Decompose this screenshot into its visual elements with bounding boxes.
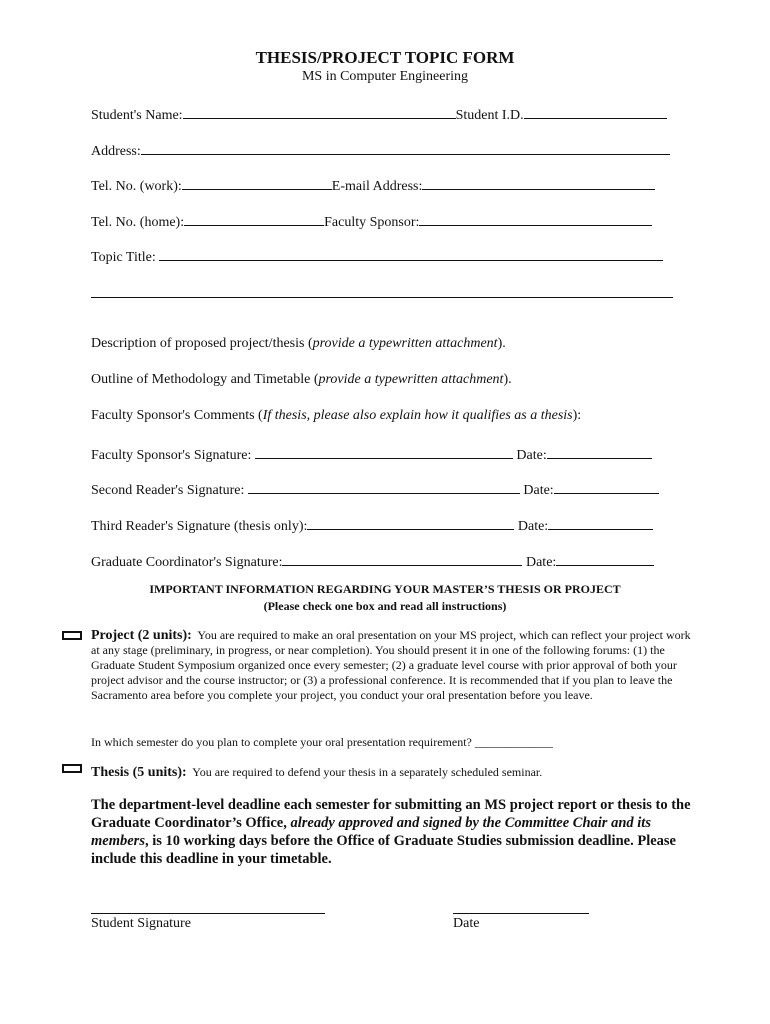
coordinator-label: Graduate Coordinator's Signature: [91, 555, 283, 570]
comments-suffix: ): [572, 408, 582, 423]
third-reader-row [91, 515, 653, 535]
third-reader-label: Third Reader's Signature (thesis only): [91, 519, 308, 534]
topic-title-field[interactable] [159, 246, 663, 261]
student-name-label: Student's Name: [91, 108, 183, 123]
important-subheading: (Please check one box and read all instructions) [263, 599, 507, 613]
student-signature-label: Student Signature [91, 916, 191, 931]
description-suffix: ). [497, 336, 506, 351]
coordinator-row [91, 551, 654, 571]
outline-line [91, 372, 512, 388]
form-subtitle: MS in Computer Engineering [301, 69, 469, 84]
comments-line [91, 408, 581, 424]
description-note: provide a typewritten attachment [312, 336, 498, 351]
outline-suffix: ). [503, 372, 512, 387]
coordinator-field[interactable] [282, 551, 522, 566]
project-checkbox[interactable] [62, 631, 82, 640]
second-reader-date-field[interactable] [554, 479, 659, 494]
project-text: You are required to make an oral presentation on your MS project, which can reflect your project work at any stage (preliminary, in progress, or near completion). You should present it in one of the following forums: (1) the Graduate Student Symposium organized once every semester; (2) a graduate level course with prior approval of both your project advisor and the course instructor; or (3) a professional conference. It is recommended that if you plan to leave the Sacramento area before you complete your project, you conduct your oral presentation before you leave. [91, 628, 691, 702]
outline-label: Outline of Methodology and Timetable ( [91, 372, 319, 387]
third-reader-date-field[interactable] [548, 515, 653, 530]
project-label: Project (2 units): [91, 628, 192, 643]
student-name-row [91, 104, 667, 124]
coordinator-date-field[interactable] [556, 551, 654, 566]
tel-home-label: Tel. No. (home): [91, 215, 185, 230]
sponsor-signature-field[interactable] [255, 444, 513, 459]
topic-title-line-2[interactable] [91, 297, 673, 298]
tel-work-field[interactable] [182, 175, 332, 190]
address-label: Address: [91, 144, 141, 159]
thesis-label: Thesis (5 units): [91, 765, 187, 780]
third-reader-date-label: Date: [517, 519, 549, 534]
student-date-label: Date [453, 916, 480, 931]
deadline-text-2: , is 10 working days before the Office of Graduate Studies submission deadline. Please include this deadline in your timetable. [91, 833, 676, 867]
second-reader-row [91, 479, 659, 499]
student-signature-line[interactable] [91, 913, 325, 914]
description-line [91, 336, 506, 352]
tel-work-row [91, 175, 655, 195]
deadline-notice [91, 796, 691, 868]
deadline-text-italic: already approved and signed by the Committee Chair and its members [91, 815, 651, 849]
faculty-sponsor-field[interactable] [419, 211, 652, 226]
second-reader-label: Second Reader's Signature: [91, 483, 245, 498]
tel-home-row [91, 211, 652, 231]
address-field[interactable] [141, 140, 670, 155]
sponsor-date-label: Date: [516, 448, 547, 463]
sponsor-signature-label: Faculty Sponsor's Signature: [91, 448, 252, 463]
outline-note: provide a typewritten attachment [318, 372, 504, 387]
second-reader-field[interactable] [248, 479, 520, 494]
second-reader-date-label: Date: [523, 483, 554, 498]
topic-title-label: Topic Title: [91, 250, 156, 265]
thesis-checkbox[interactable] [62, 764, 82, 773]
thesis-text: You are required to defend your thesis in a separately scheduled seminar. [192, 765, 543, 779]
important-heading: IMPORTANT INFORMATION REGARDING YOUR MASTER’S THESIS OR PROJECT [149, 582, 621, 596]
semester-question: In which semester do you plan to complete your oral presentation requirement? _____________ [91, 735, 553, 749]
third-reader-field[interactable] [307, 515, 514, 530]
topic-title-row [91, 246, 663, 266]
tel-work-label: Tel. No. (work): [91, 179, 182, 194]
comments-label: Faculty Sponsor's Comments ( [91, 408, 263, 423]
student-id-label: Student I.D. [455, 108, 524, 123]
sponsor-signature-row [91, 444, 652, 464]
faculty-sponsor-label: Faculty Sponsor: [324, 215, 420, 230]
description-label: Description of proposed project/thesis ( [91, 336, 313, 351]
email-label: E-mail Address: [331, 179, 423, 194]
address-row [91, 140, 670, 160]
sponsor-date-field[interactable] [547, 444, 652, 459]
coordinator-date-label: Date: [525, 555, 557, 570]
thesis-paragraph [91, 765, 691, 780]
deadline-text-1: The department-level deadline each semester for submitting an MS project report or thesis to the Graduate Coordinator’s Office, [91, 797, 691, 831]
student-name-field[interactable] [183, 104, 456, 119]
email-field[interactable] [422, 175, 655, 190]
project-paragraph [91, 628, 691, 703]
tel-home-field[interactable] [184, 211, 324, 226]
student-id-field[interactable] [524, 104, 667, 119]
form-title: THESIS/PROJECT TOPIC FORM [255, 48, 515, 67]
student-date-line[interactable] [453, 913, 589, 914]
comments-note: If thesis, please also explain how it qualifies as a thesis [262, 408, 573, 423]
